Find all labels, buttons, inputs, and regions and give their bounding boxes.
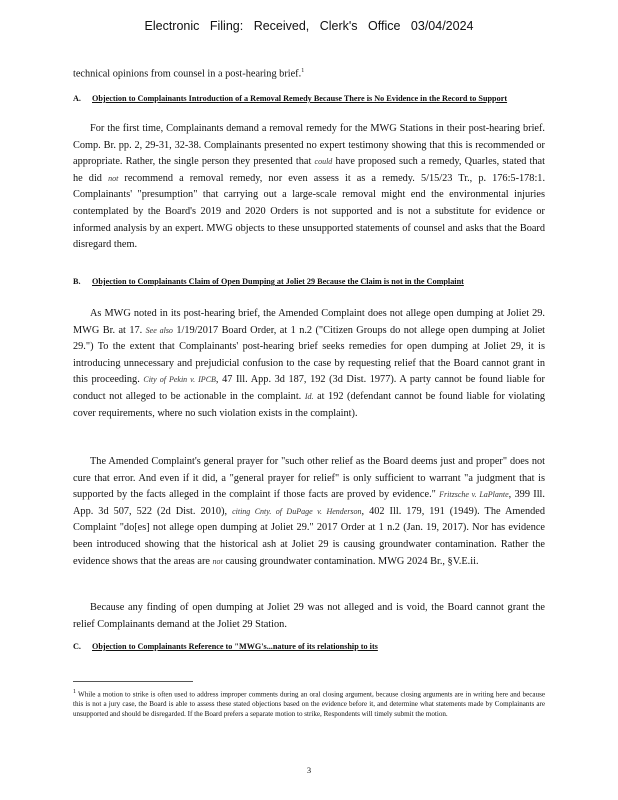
para-b2-text: The Amended Complaint's general prayer for "such other relief as the Board deems just and proper" does not cure that error. And even if it did, a "general prayer for relief" is only sufficient to warrant "a judgment that is supported by the facts alleged in the complaint if those facts are proved by evidence."	[73, 456, 545, 501]
section-a-heading	[73, 93, 545, 104]
para-b1-italic-see-also: See also	[145, 325, 173, 335]
para-b1-text-d: at 192 (defendant cannot be found liable for violating cover requirements, where no such violation exists in the complaint).	[73, 390, 546, 419]
para-b1-italic-id: Id.	[304, 391, 314, 401]
para-a1-italic-not: not	[108, 173, 119, 183]
para-b2-text-d: causing groundwater contamination. MWG 2024 Br., §V.E.ii.	[225, 555, 479, 567]
filing-header: Electronic Filing: Received, Clerk's Office 03/04/2024	[144, 19, 474, 33]
para-b1-text: As MWG noted in its post-hearing brief, the Amended Complaint does not allege open dumping at Joliet 29. MWG Br. at 17.	[73, 308, 545, 336]
intro-text: technical opinions from counsel in a post-hearing brief.	[73, 68, 302, 80]
section-c-letter: C.	[73, 642, 81, 651]
paragraph-b2	[73, 454, 545, 570]
footnote-rule	[73, 681, 193, 682]
paragraph-a1	[73, 121, 545, 254]
footnote-marker: 1	[73, 689, 76, 695]
footnote-text: While a motion to strike is often used to address improper comments during an oral closing argument, because closing arguments are in writing here and because this is not a jury case, the Board is able to assess these stated objections based on the evidence before it, and determine what statements made by Complainants are unsupported and should be disregarded. If the Board prefers a separate motion to strike, Respondents will timely submit the motion.	[73, 690, 545, 719]
para-b3-text: Because any finding of open dumping at Joliet 29 was not alleged and is void, the Board cannot grant the relief Complainants demand at the Joliet 29 Station.	[73, 602, 545, 630]
section-c-heading	[73, 641, 545, 652]
para-b2-text-b: , 399 Ill. App. 3d 507, 522 (2d Dist. 2010),	[73, 489, 545, 517]
para-b2-italic-case1: Fritzsche v. LaPlante	[439, 490, 509, 500]
para-b2-italic-not: not	[212, 556, 223, 566]
footnote	[73, 687, 545, 719]
page-number: 3	[306, 765, 312, 775]
intro-line	[73, 63, 545, 83]
section-b-letter: B.	[73, 277, 81, 286]
section-a-letter: A.	[73, 94, 81, 103]
para-b1-text-c: , 47 Ill. App. 3d 187, 192 (3d Dist. 1977). A party cannot be found liable for conduct not alleged to be actionable in the complaint.	[73, 374, 545, 402]
paragraph-b1	[73, 306, 545, 422]
para-a1-text: For the first time, Complainants demand a removal remedy for the MWG Stations in their post-hearing brief. Comp. Br. pp. 2, 29-31, 32-38. Complainants presented no expert testimony showing that this is recommended or appropriate. Rather, the single person they presented that	[73, 123, 545, 168]
para-b1-italic-case: City of Pekin v. IPCB	[143, 375, 216, 385]
paragraph-b3	[73, 600, 545, 633]
section-c-title: Objection to Complainants Reference to "MWG's...nature of its relationship to its	[92, 642, 378, 651]
para-b2-text-c: , 402 Ill. 179, 191 (1949). The Amended Complaint "do[es] not allege open dumping at Joliet 29." 2017 Order at 1 n.2 (Jan. 19, 2017). Nor has evidence been introduced showing that the historical ash at Joliet 29 is causing groundwater contamination. Rather the evidence shows that the areas are	[73, 505, 545, 567]
para-a1-text-c: recommend a removal remedy, nor even assess it as a remedy. 5/15/23 Tr., p. 176:5-178:1. Complainants' "presumption" that carrying out a large-scale removal might end the environmental injuries contemplated by the Board's 2019 and 2020 Orders is not supported and is not a substitute for evidence or informed analysis by an expert. MWG objects to these unsupported statements of counsel and asks that the Board disregard them.	[73, 172, 546, 251]
section-b-title: Objection to Complainants Claim of Open Dumping at Joliet 29 Because the Claim is not in the Complaint	[92, 277, 464, 286]
para-a1-text-b: have proposed such a remedy, Quarles, stated that he did	[73, 156, 545, 184]
para-a1-italic-could: could	[314, 157, 333, 167]
para-b1-text-b: 1/19/2017 Board Order, at 1 n.2 ("Citizen Groups do not allege open dumping at Joliet 29.") To the extent that Complainants' post-hearing brief seeks remedies for open dumping at Joliet 29, it is introducing unnecessary and prejudicial confusion to the case by requesting relief that the Board cannot grant in this proceeding.	[73, 324, 546, 386]
section-b-heading	[73, 276, 545, 287]
para-b2-italic-case2: citing Cnty. of DuPage v. Henderson	[232, 506, 362, 516]
footnote-ref: 1	[301, 68, 305, 74]
section-a-title: Objection to Complainants Introduction of a Removal Remedy Because There is No Evidence in the Record to Support	[92, 94, 508, 103]
